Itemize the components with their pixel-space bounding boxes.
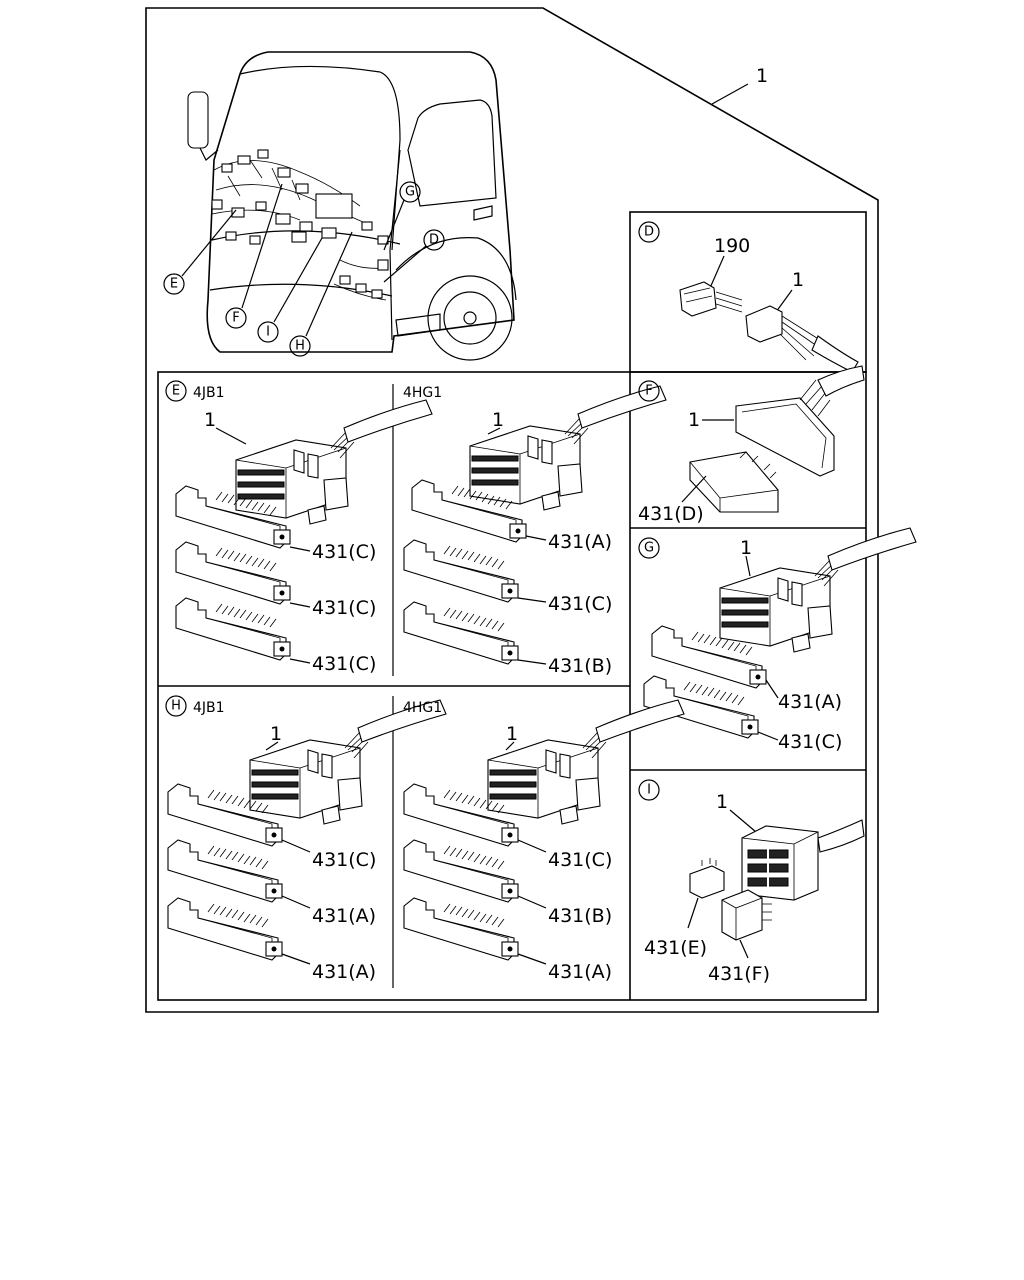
panel-g-part-2: 431(C)	[778, 731, 843, 753]
panel-e	[166, 381, 432, 675]
panel-i-part-1: 431(E)	[644, 937, 708, 959]
callout-h	[290, 232, 352, 356]
panel-h2-engine: 4HG1	[403, 700, 443, 716]
panel-e-part-2: 431(C)	[312, 597, 377, 619]
panel-h-4hg1	[403, 700, 684, 983]
svg-text:H: H	[171, 698, 181, 714]
panel-f	[638, 366, 864, 525]
panel-e-harness: 1	[204, 409, 217, 431]
callout-i	[258, 238, 322, 342]
panel-e-engine: 4JB1	[193, 385, 225, 401]
svg-text:H: H	[295, 338, 305, 354]
svg-text:D: D	[428, 232, 440, 248]
svg-text:G: G	[643, 540, 655, 556]
svg-text:I: I	[266, 324, 270, 340]
panel-h	[166, 696, 446, 983]
panel-d-harness: 1	[792, 269, 805, 291]
panel-f-harness: 1	[688, 409, 701, 431]
panel-h-engine: 4JB1	[193, 700, 225, 716]
panel-d-part-190: 190	[714, 235, 751, 257]
panel-e2-harness: 1	[492, 409, 505, 431]
panel-g-harness: 1	[740, 537, 753, 559]
panel-i-part-2: 431(F)	[708, 963, 771, 985]
panel-d	[639, 222, 858, 372]
callout-g	[384, 182, 420, 250]
panel-i-harness: 1	[716, 791, 729, 813]
panel-h-part-1: 431(C)	[312, 849, 377, 871]
svg-text:F: F	[645, 383, 653, 399]
svg-text:F: F	[232, 310, 240, 326]
panel-e2-part-3: 431(B)	[548, 655, 613, 677]
panel-e2-part-1: 431(A)	[548, 531, 613, 553]
svg-text:G: G	[404, 184, 416, 200]
panel-h2-part-2: 431(B)	[548, 905, 613, 927]
panel-g	[639, 528, 916, 753]
panel-e-part-3: 431(C)	[312, 653, 377, 675]
main-callout: 1	[756, 65, 769, 87]
svg-text:D: D	[643, 224, 655, 240]
svg-text:E: E	[169, 276, 179, 292]
panel-i	[639, 780, 864, 985]
callout-e	[164, 210, 236, 294]
panel-e-part-1: 431(C)	[312, 541, 377, 563]
svg-text:I: I	[647, 782, 651, 798]
panel-h-harness: 1	[270, 723, 283, 745]
panel-h2-part-3: 431(A)	[548, 961, 613, 983]
panel-h2-harness: 1	[506, 723, 519, 745]
panel-e-4hg1	[403, 385, 666, 677]
panel-h-part-2: 431(A)	[312, 905, 377, 927]
panel-f-part: 431(D)	[638, 503, 704, 525]
panel-e2-part-2: 431(C)	[548, 593, 613, 615]
panel-e2-engine: 4HG1	[403, 385, 443, 401]
panel-h-part-3: 431(A)	[312, 961, 377, 983]
panel-g-part-1: 431(A)	[778, 691, 843, 713]
svg-text:E: E	[171, 383, 181, 399]
callout-f	[226, 184, 282, 328]
panel-h2-part-1: 431(C)	[548, 849, 613, 871]
